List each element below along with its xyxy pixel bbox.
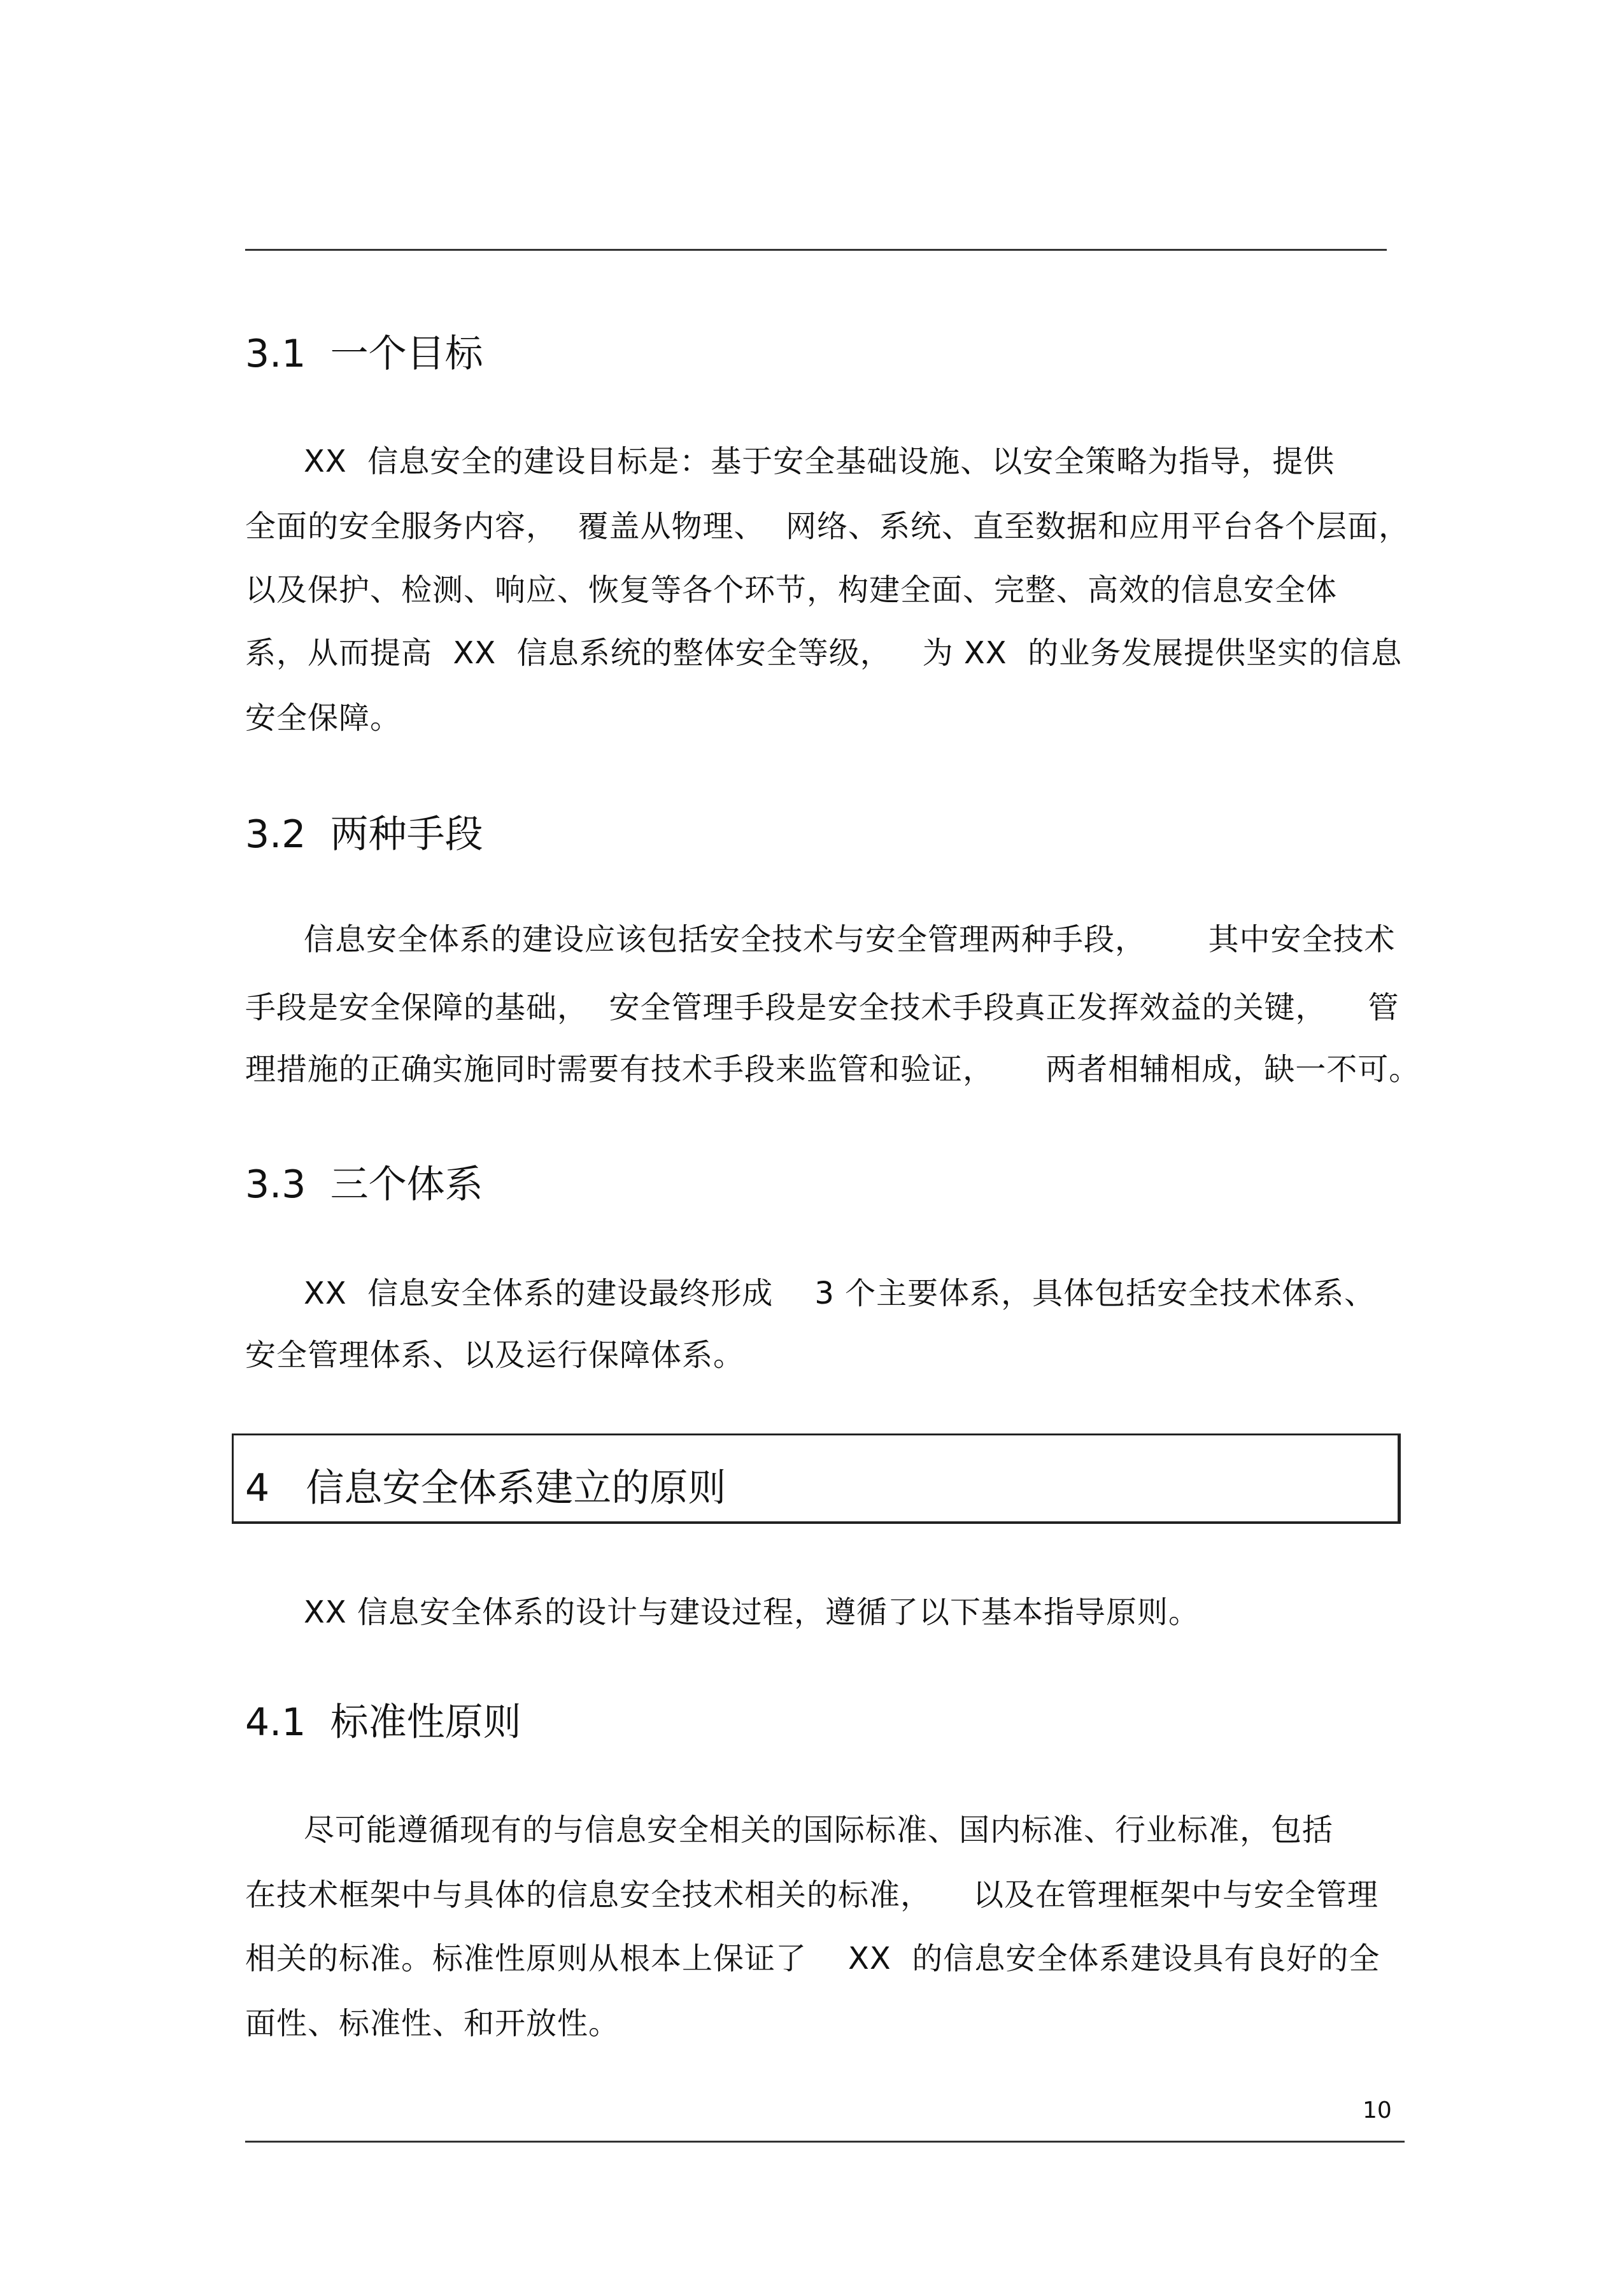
paragraph-line: 手段是安全保障的基础， 安全管理手段是安全技术手段真正发挥效益的关键， 管 (245, 990, 1400, 1025)
paragraph-line: 安全保障。 (245, 700, 402, 736)
paragraph-line: 安全管理体系、以及运行保障体系。 (245, 1337, 745, 1373)
section-heading-4-1: 4.1 标准性原则 (245, 1700, 521, 1745)
paragraph-line: 以及保护、检测、响应、恢复等各个环节，构建全面、完整、高效的信息安全体 (245, 572, 1338, 608)
footer-rule (245, 2141, 1405, 2143)
section-heading-3-3: 3.3 三个体系 (245, 1162, 483, 1207)
paragraph-line: XX 信息安全的建设目标是：基于安全基础设施、以安全策略为指导，提供 (304, 444, 1335, 479)
paragraph-line: 在技术框架中与具体的信息安全技术相关的标准， 以及在管理框架中与安全管理 (245, 1877, 1379, 1913)
paragraph-line: 理措施的正确实施同时需要有技术手段来监管和验证， 两者相辅相成，缺一不可。 (245, 1052, 1421, 1087)
section-heading-3-1: 3.1 一个目标 (245, 332, 483, 376)
section-heading-3-2: 3.2 两种手段 (245, 812, 483, 857)
paragraph-line: 信息安全体系的建设应该包括安全技术与安全管理两种手段， 其中安全技术 (304, 922, 1396, 957)
page-number: 10 (1363, 2097, 1392, 2123)
paragraph-line: XX 信息安全体系的设计与建设过程，遵循了以下基本指导原则。 (304, 1595, 1200, 1630)
header-rule (245, 249, 1387, 251)
paragraph-line: 面性、标准性、和开放性。 (245, 2006, 620, 2041)
paragraph-line: 全面的安全服务内容， 覆盖从物理、 网络、系统、直至数据和应用平台各个层面， (245, 509, 1410, 544)
paragraph-line: XX 信息安全体系的建设最终形成 3 个主要体系，具体包括安全技术体系、 (304, 1276, 1376, 1311)
paragraph-line: 尽可能遵循现有的与信息安全相关的国际标准、国内标准、行业标准，包括 (304, 1812, 1334, 1848)
chapter-heading-4: 4 信息安全体系建立的原则 (245, 1466, 726, 1511)
paragraph-line: 相关的标准。标准性原则从根本上保证了 XX 的信息安全体系建设具有良好的全 (245, 1941, 1380, 1976)
paragraph-line: 系，从而提高 XX 信息系统的整体安全等级， 为 XX 的业务发展提供坚实的信息 (245, 635, 1403, 671)
